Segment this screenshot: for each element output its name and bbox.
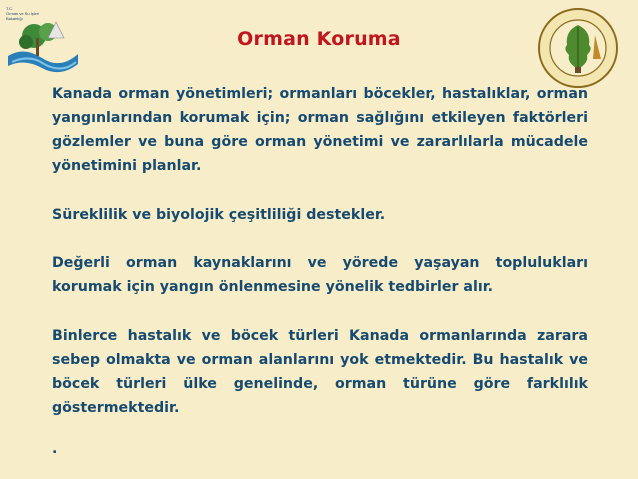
ministry-name: T.C. Orman ve Su İşleri Bakanlığı <box>6 6 40 21</box>
paragraph-forest-management: Kanada orman yönetimleri; ormanları böcekler, hastalıklar, orman yangınlarından korumak için; orman sağlığını etkileyen faktörleri gözlemler ve buna göre orman yönetimi ve zararlılarla mücadele yönetimini planlar. <box>52 86 588 174</box>
paragraph-fire-prevention: Değerli orman kaynaklarını ve yörede yaşayan toplulukları korumak için yangın önlenmesine yönelik tedbirler alır. <box>52 255 588 295</box>
paragraph-bullet-dot: . <box>52 441 58 457</box>
paragraph-sustainability: Süreklilik ve biyolojik çeşitliliği destekler. <box>52 207 386 223</box>
paragraph-diseases-insects: Binlerce hastalık ve böcek türleri Kanada ormanlarında zarara sebep olmakta ve orman alanlarını yok etmektedir. Bu hastalık ve böcek türleri ülke genelinde, orman türüne göre farklılık göstermektedir. <box>52 328 588 416</box>
slide-title: Orman Koruma <box>237 28 401 50</box>
